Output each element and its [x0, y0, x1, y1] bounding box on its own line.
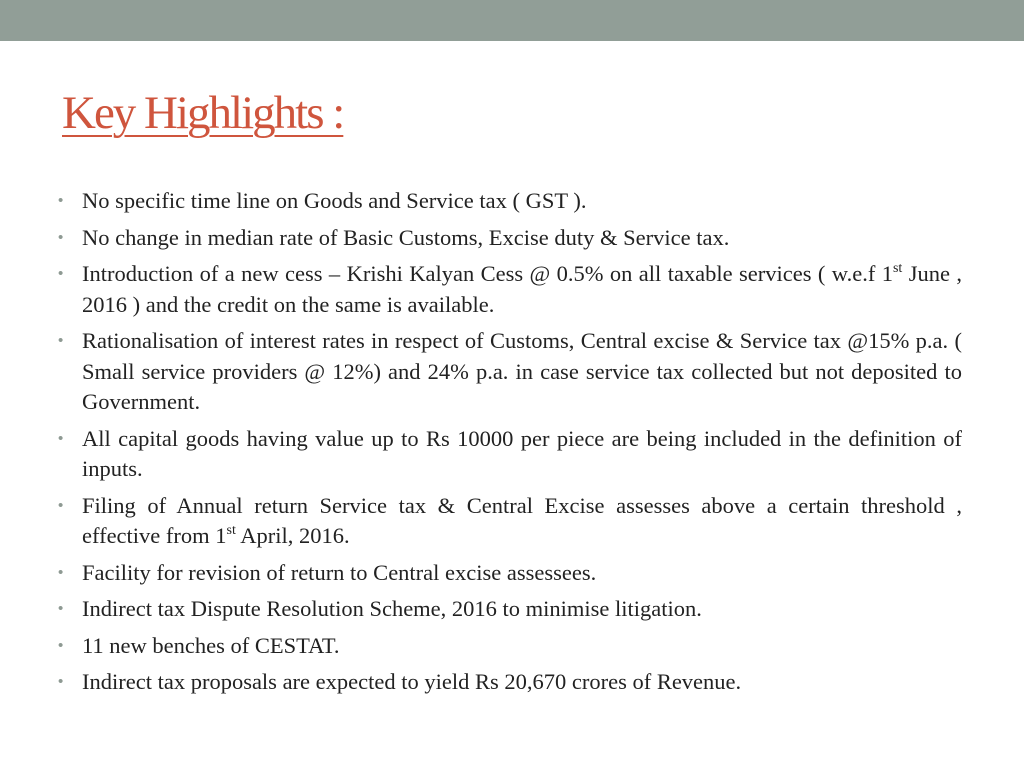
- bullet-text: April, 2016.: [235, 523, 350, 548]
- bullet-item: [82, 558, 962, 589]
- ordinal-suffix: st: [226, 523, 236, 538]
- bullet-text: Facility for revision of return to Central excise assessees.: [82, 559, 597, 585]
- bullet-text: June , 2016 ) and the credit on the same is available.: [82, 261, 962, 317]
- bullet-text: No change in median rate of Basic Customs, Excise duty & Service tax.: [82, 224, 730, 250]
- bullet-text: All capital goods having value up to Rs 10000 per piece are being included in the definition of inputs.: [82, 425, 962, 481]
- bullet-text: Filing of Annual return Service tax & Central Excise assesses above a certain threshold , effective from 1: [82, 492, 962, 548]
- bullet-item: [82, 631, 962, 662]
- bullet-item: [82, 326, 962, 418]
- slide-title: Key Highlights :: [62, 87, 344, 139]
- bullet-item: [82, 424, 962, 485]
- bullet-text: Introduction of a new cess – Krishi Kalyan Cess @ 0.5% on all taxable services ( w.e.f 1: [82, 261, 893, 286]
- bullet-text: No specific time line on Goods and Service tax ( GST ).: [82, 188, 587, 213]
- top-banner-band: [0, 0, 1024, 41]
- bullet-text: Indirect tax proposals are expected to yield Rs 20,670 crores of Revenue.: [82, 669, 742, 694]
- bullet-item: [82, 223, 962, 254]
- bullet-item: [82, 594, 962, 625]
- highlights-list: [82, 186, 962, 704]
- bullet-text: 11 new benches of CESTAT.: [82, 632, 340, 658]
- bullet-text: Indirect tax Dispute Resolution Scheme, 2016 to minimise litigation.: [82, 596, 702, 621]
- ordinal-suffix: st: [892, 261, 903, 276]
- bullet-text: Rationalisation of interest rates in respect of Customs, Central excise & Service tax @15% p.a. ( Small service providers @ 12%) and 24% p.a. in case service tax collected but not deposited to Government.: [82, 328, 962, 414]
- bullet-item: [82, 667, 962, 698]
- bullet-item: [82, 259, 962, 320]
- bullet-item: [82, 186, 962, 217]
- bullet-item: [82, 491, 962, 552]
